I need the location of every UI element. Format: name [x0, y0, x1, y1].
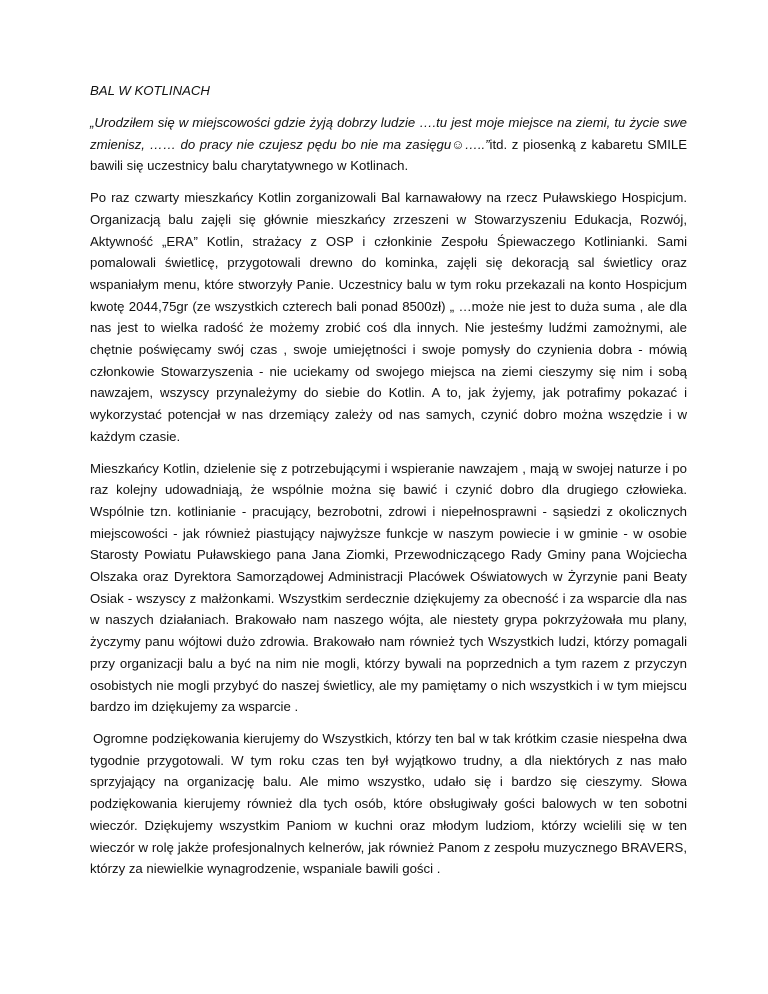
intro-rest: itd. z piosenką z kabaretu SMILE bawili się uczestnicy balu charytatywnego w Kotlinach. — [90, 136, 687, 174]
paragraph-2: Mieszkańcy Kotlin, dzielenie się z potrzebującymi i wspieranie nawzajem , mają w swojej naturze i po raz kolejny udowadniają, że wspólnie można się bawić i czynić dobro dla drugiego człowieka. Wspólnie tzn. kotlinianie - pracujący, bezrobotni, zdrowi i niepełnosprawni - sąsiedzi z okolicznych miejscowości - jak również piastujący najwyższe funkcje w naszym powiecie i w gminie - w osobie Starosty Powiatu Puławskiego pana Jana Ziomki, Przewodniczącego Rady Gminy pana Wojciecha Olszaka oraz Dyrektora Samorządowej Administracji Placówek Oświatowych w Żyrzynie pani Beaty Osiak - wszyscy z małżonkami. Wszystkim serdecznie dziękujemy za obecność i za wsparcie dla nas w naszych działaniach. Brakowało nam naszego wójta, ale niestety grypa pokrzyżowała mu plany, życzymy panu wójtowi dużo zdrowia. Brakowało nam również tych Wszystkich ludzi, którzy pomagali przy organizacji balu a być na nim nie mogli, którzy bywali na poprzednich a tym razem z przyczyn osobistych nie mogli przybyć do naszej świetlicy, ale my pamiętamy o nich wszystkich i w tym miejscu bardzo im dziękujemy za wsparcie . — [90, 460, 687, 715]
paragraph-1: Po raz czwarty mieszkańcy Kotlin zorganizowali Bal karnawałowy na rzecz Puławskiego Hospicjum. Organizacją balu zajęli się głównie mieszkańcy zrzeszeni w Stowarzyszeniu Edukacja, Rozwój, Aktywność „ERA” Kotlin, strażacy z OSP i członkinie Zespołu Śpiewaczego Kotlinianki. Sami pomalowali świetlicę, przygotowali drewno do kominka, zajęli się dekoracją sal świetlicy oraz wspaniałym menu, które stworzyły Panie. Uczestnicy balu w tym roku przekazali na konto Hospicjum kwotę 2044,75gr (ze wszystkich czterech bali ponad 8500zł) „ …może nie jest to duża suma , ale dla nas jest to wielka radość że możemy zrobić coś dla innych. Nie jesteśmy ludźmi zamożnymi, ale chętnie poświęcamy swój czas , swoje umiejętności i swoje pomysły do czynienia dobra - mówią członkowie Stowarzyszenia - nie uciekamy od swojego miejsca na ziemi cieszymy się nim i sobą nawzajem, wszyscy przynależymy do siebie do Kotlin. A to, jak żyjemy, jak potrafimy pokazać i wykorzystać potencjał w nas drzemiący zależy od nas samych, czynić dobro można wszędzie i w każdym czasie. — [90, 190, 687, 444]
document-page — [90, 80, 687, 890]
document-title: BAL W KOTLINACH — [90, 83, 210, 98]
paragraph-3: Ogromne podziękowania kierujemy do Wszystkich, którzy ten bal w tak krótkim czasie niespełna dwa tygodnie przygotowali. W tym roku czas ten był wyjątkowo trudny, a dla niektórych z nas mało sprzyjający na organizację balu. Ale mimo wszystko, udało się i bardzo się cieszymy. Słowa podziękowania kierujemy również dla tych osób, które obsługiwały gości balowych w ten sobotni wieczór. Dziękujemy wszystkim Paniom w kuchni oraz młodym ludziom, którzy wcielili się w ten wieczór w rolę jakże profesjonalnych kelnerów, jak również Panom z zespołu muzycznego BRAVERS, którzy za niewielkie wynagrodzenie, wspaniale bawili gości . — [90, 730, 687, 877]
intro-quote: „Urodziłem się w miejscowości gdzie żyją dobrzy ludzie ….tu jest moje miejsce na ziemi, tu życie swe zmienisz, …… do pracy nie czujesz pędu bo nie ma zasięgu☺…..” — [90, 115, 687, 152]
intro-paragraph — [90, 112, 687, 177]
